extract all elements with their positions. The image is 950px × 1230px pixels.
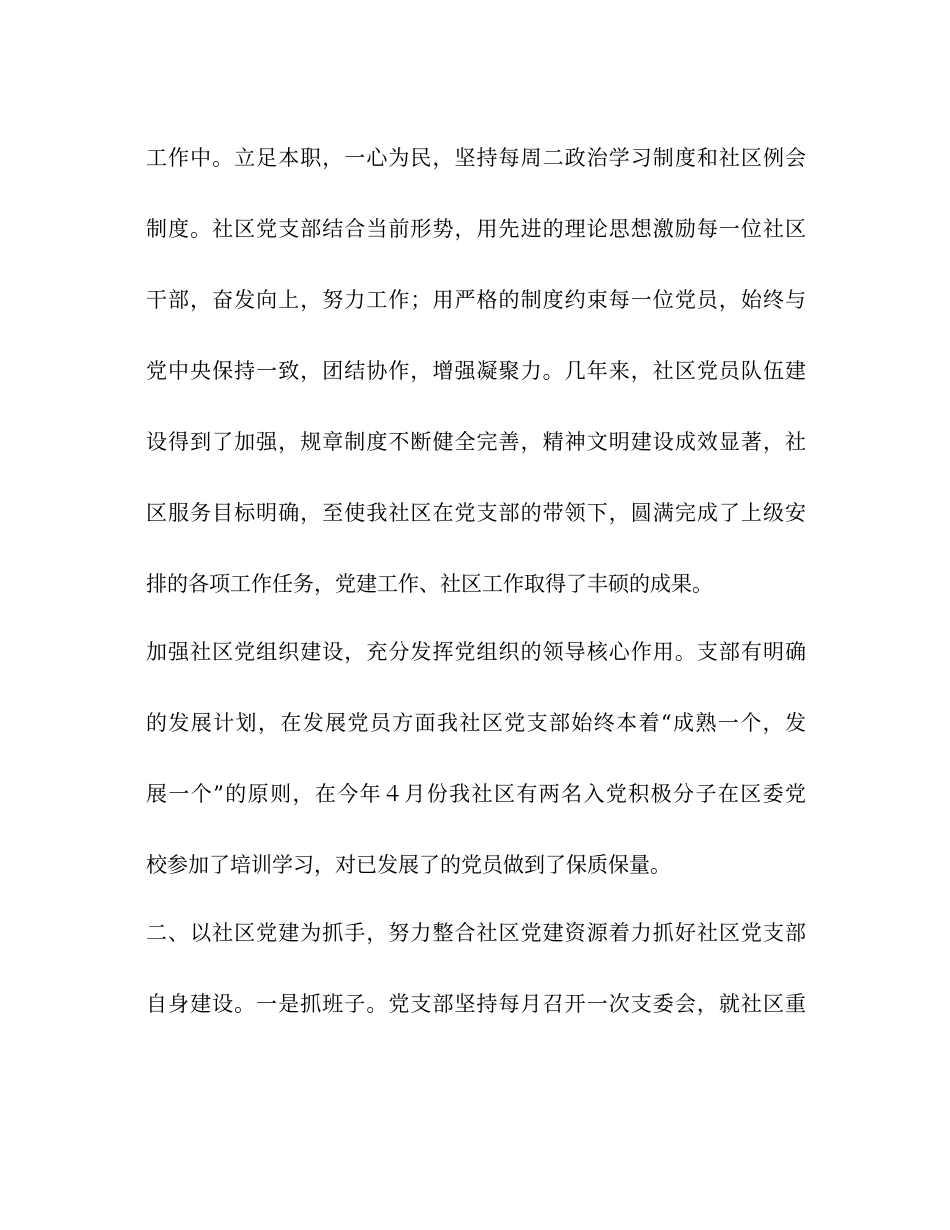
paragraph-3-line-2: 自身建设。一是抓班子。党支部坚持每月召开一次支委会，就社区重: [146, 992, 806, 1016]
paragraph-3-line-1: 二、以社区党建为抓手，努力整合社区党建资源着力抓好社区党支部: [146, 921, 806, 945]
paragraph-2-line-4: 校参加了培训学习，对已发展了的党员做到了保质保量。: [146, 853, 671, 877]
paragraph-1-line-5: 设得到了加强，规章制度不断健全完善，精神文明建设成效显著，社: [146, 430, 806, 454]
paragraph-1-line-3: 干部，奋发向上，努力工作；用严格的制度约束每一位党员，始终与: [146, 288, 806, 312]
paragraph-1-line-6: 区服务目标明确，至使我社区在党支部的带领下，圆满完成了上级安: [146, 501, 806, 525]
paragraph-1-line-1: 工作中。立足本职，一心为民，坚持每周二政治学习制度和社区例会: [146, 146, 806, 170]
paragraph-1-line-4: 党中央保持一致，团结协作，增强凝聚力。几年来，社区党员队伍建: [146, 359, 806, 383]
paragraph-1-line-7: 排的各项工作任务，党建工作、社区工作取得了丰硕的成果。: [146, 572, 713, 596]
paragraph-2-line-2: 的发展计划，在发展党员方面我社区党支部始终本着“成熟一个，发: [146, 711, 806, 735]
paragraph-2-line-3: 展一个”的原则，在今年４月份我社区有两名入党积极分子在区委党: [146, 782, 806, 806]
paragraph-2-line-1: 加强社区党组织建设，充分发挥党组织的领导核心作用。支部有明确: [146, 640, 806, 664]
paragraph-1-line-2: 制度。社区党支部结合当前形势，用先进的理论思想激励每一位社区: [146, 217, 806, 241]
